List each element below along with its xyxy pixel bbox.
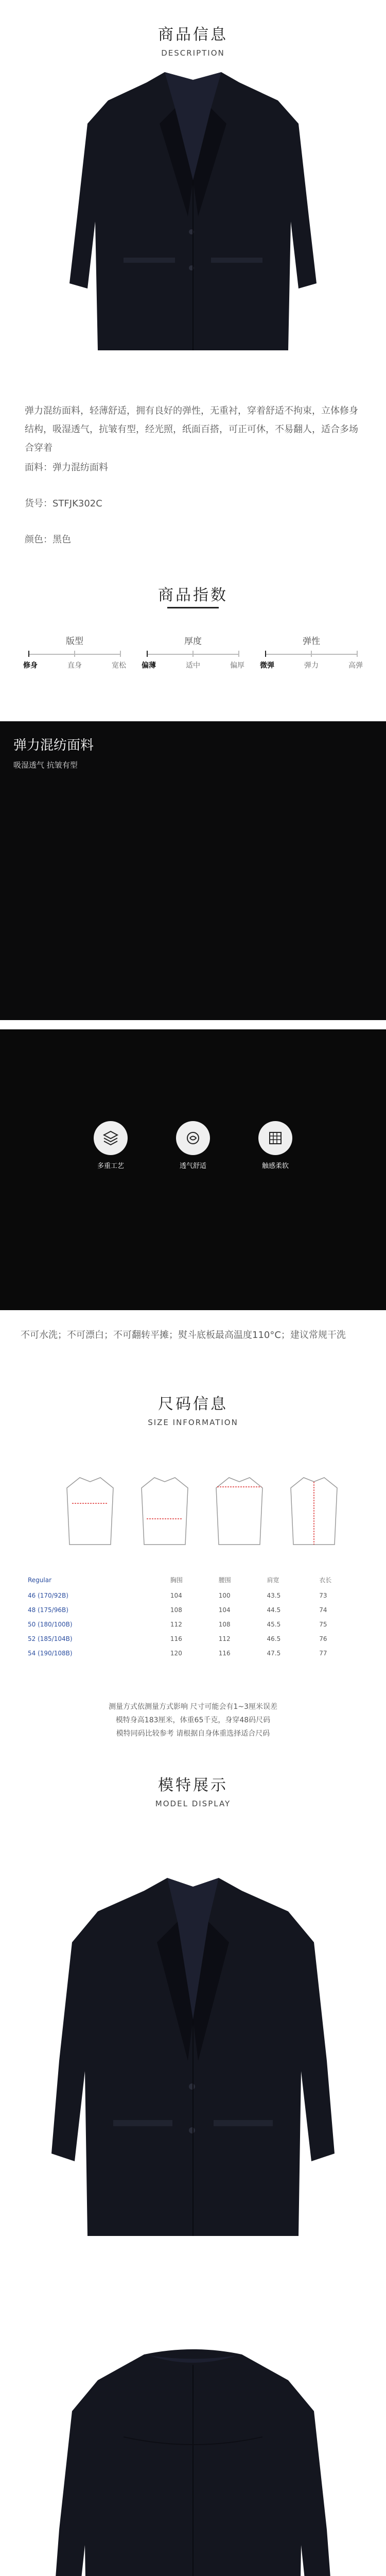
scale-thickness — [142, 634, 244, 670]
index-title-underline — [167, 607, 219, 608]
product-image-main — [0, 62, 386, 381]
scale-elasticity — [260, 634, 363, 670]
shoulder-measure-icon — [211, 1472, 268, 1550]
model-image-back — [0, 2313, 386, 2576]
size-cell: 112 — [170, 1621, 182, 1628]
breathable-icon — [176, 1121, 210, 1155]
scale-fit-option: 直身 — [67, 662, 82, 670]
size-col-header: 胸围 — [170, 1577, 183, 1584]
fabric-texture-panel — [0, 721, 386, 1020]
feature-item — [167, 1121, 219, 1170]
size-cell: 77 — [319, 1650, 327, 1657]
size-cell: 44.5 — [267, 1606, 281, 1614]
table-row — [26, 1646, 365, 1660]
scale-fit-option: 宽松 — [112, 662, 126, 670]
sku-value: STFJK302C — [52, 498, 102, 509]
scale-fit — [23, 634, 126, 670]
table-row — [26, 1617, 365, 1632]
scale-elasticity-bar — [265, 654, 358, 655]
scale-mark — [238, 651, 239, 657]
fabric-grid-icon — [258, 1121, 292, 1155]
scale-fit-label: 版型 — [66, 636, 83, 647]
sku-line — [25, 495, 359, 513]
index-title-cn: 商品指数 — [158, 586, 228, 604]
size-note — [0, 1700, 386, 1740]
size-cell: 46.5 — [267, 1635, 281, 1642]
model-title-cn: 模特展示 — [158, 1776, 228, 1794]
scale-elasticity-label: 弹性 — [303, 636, 320, 647]
size-note-line: 模特身高183厘米，体重65千克，身穿48码尺码 — [115, 1716, 271, 1724]
scale-mark — [74, 651, 75, 657]
size-cell: 73 — [319, 1592, 327, 1599]
size-cell: 112 — [218, 1635, 231, 1642]
table-row — [26, 1632, 365, 1646]
scale-thickness-option: 偏厚 — [230, 662, 244, 670]
scale-elasticity-option: 微弹 — [260, 662, 274, 670]
size-col-header: 肩宽 — [267, 1577, 279, 1584]
size-cell: 74 — [319, 1606, 327, 1614]
size-cell: 120 — [170, 1650, 182, 1657]
scale-thickness-bar — [147, 654, 239, 655]
scale-elasticity-option: 弹力 — [304, 662, 319, 670]
size-cell: 50 (180/100B) — [28, 1621, 73, 1628]
sku-label: 货号： — [25, 498, 52, 509]
size-col-header: 衣长 — [319, 1577, 332, 1584]
layers-icon — [94, 1121, 128, 1155]
size-title-en: SIZE INFORMATION — [148, 1418, 238, 1427]
scale-mark — [120, 651, 121, 657]
color-line — [25, 531, 359, 549]
length-measure-icon — [286, 1472, 342, 1550]
scale-mark — [265, 651, 266, 657]
size-cell: 54 (190/108B) — [28, 1650, 73, 1657]
waist-measure-icon — [136, 1472, 193, 1550]
scale-elasticity-option: 高弹 — [348, 662, 363, 670]
size-cell: 52 (185/104B) — [28, 1635, 73, 1642]
index-header — [0, 582, 386, 605]
scale-thickness-option: 适中 — [186, 662, 200, 670]
size-col-header: Regular — [28, 1576, 52, 1584]
size-cell: 104 — [170, 1592, 182, 1599]
care-note: 不可水洗；不可漂白；不可翻转平摊；熨斗底板最高温度110°C；建议常规干洗 — [21, 1330, 346, 1341]
fabric-banner-title: 弹力混纺面料 — [13, 738, 94, 753]
size-cell: 100 — [218, 1592, 231, 1599]
size-cell: 76 — [319, 1635, 327, 1642]
size-cell: 116 — [170, 1635, 182, 1642]
size-cell: 47.5 — [267, 1650, 281, 1657]
description-title-cn: 商品信息 — [158, 26, 228, 44]
feature-label: 触感柔软 — [261, 1162, 289, 1170]
scale-mark — [28, 651, 29, 657]
size-cell: 43.5 — [267, 1592, 281, 1599]
scale-mark — [147, 651, 148, 657]
table-row — [26, 1603, 365, 1617]
scale-mark — [311, 651, 312, 657]
size-note-line: 测量方式依测量方式影响 尺寸可能会有1~3厘米误差 — [109, 1703, 277, 1711]
scale-fit-bar — [28, 654, 121, 655]
feature-label: 透气舒适 — [179, 1162, 206, 1170]
fabric-line — [25, 459, 359, 477]
scale-mark — [357, 651, 358, 657]
feature-label: 多重工艺 — [97, 1162, 124, 1170]
size-cell: 108 — [218, 1621, 231, 1628]
size-cell: 116 — [218, 1650, 231, 1657]
color-label: 颜色： — [25, 534, 52, 545]
model-title-en: MODEL DISPLAY — [155, 1799, 231, 1808]
size-cell: 46 (170/92B) — [28, 1592, 68, 1599]
description-title-en: DESCRIPTION — [161, 48, 225, 58]
size-cell: 108 — [170, 1606, 182, 1614]
size-col-header: 腰围 — [218, 1577, 231, 1584]
size-cell: 75 — [319, 1621, 327, 1628]
fabric-banner-subtitle: 吸湿透气 抗皱有型 — [13, 760, 78, 770]
scale-thickness-label: 厚度 — [184, 636, 202, 647]
scale-thickness-option: 偏薄 — [142, 662, 156, 670]
product-description — [25, 402, 359, 457]
size-title-cn: 尺码信息 — [158, 1395, 228, 1413]
feature-item — [250, 1121, 301, 1170]
model-image-front — [0, 1844, 386, 2282]
fabric-value: 弹力混纺面料 — [52, 462, 108, 473]
fabric-label: 面料： — [25, 462, 52, 473]
size-header — [0, 1391, 386, 1427]
color-value: 黑色 — [52, 534, 71, 545]
chest-measure-icon — [62, 1472, 118, 1550]
model-header — [0, 1772, 386, 1808]
size-cell: 104 — [218, 1606, 231, 1614]
size-measure-diagrams — [0, 1472, 386, 1560]
description-text: 弹力混纺面料，轻薄舒适，拥有良好的弹性，无重衬，穿着舒适不拘束，立体修身结构，吸湿透气，抗皱有型，经光照，纸面百搭，可正可休，不易翻人，适合多场合穿着 — [25, 405, 358, 453]
scale-mark — [192, 651, 194, 657]
size-cell: 48 (175/96B) — [28, 1606, 68, 1614]
size-cell: 45.5 — [267, 1621, 281, 1628]
index-scales — [0, 634, 386, 696]
description-header — [0, 22, 386, 58]
feature-item — [85, 1121, 136, 1170]
size-table — [26, 1571, 365, 1660]
scale-fit-option: 修身 — [23, 662, 38, 670]
size-note-line: 模特同码比较参考 请根据自身体重选择适合尺码 — [116, 1730, 270, 1738]
table-row — [26, 1588, 365, 1603]
fabric-features-panel — [0, 1029, 386, 1310]
size-table-header — [26, 1571, 365, 1588]
